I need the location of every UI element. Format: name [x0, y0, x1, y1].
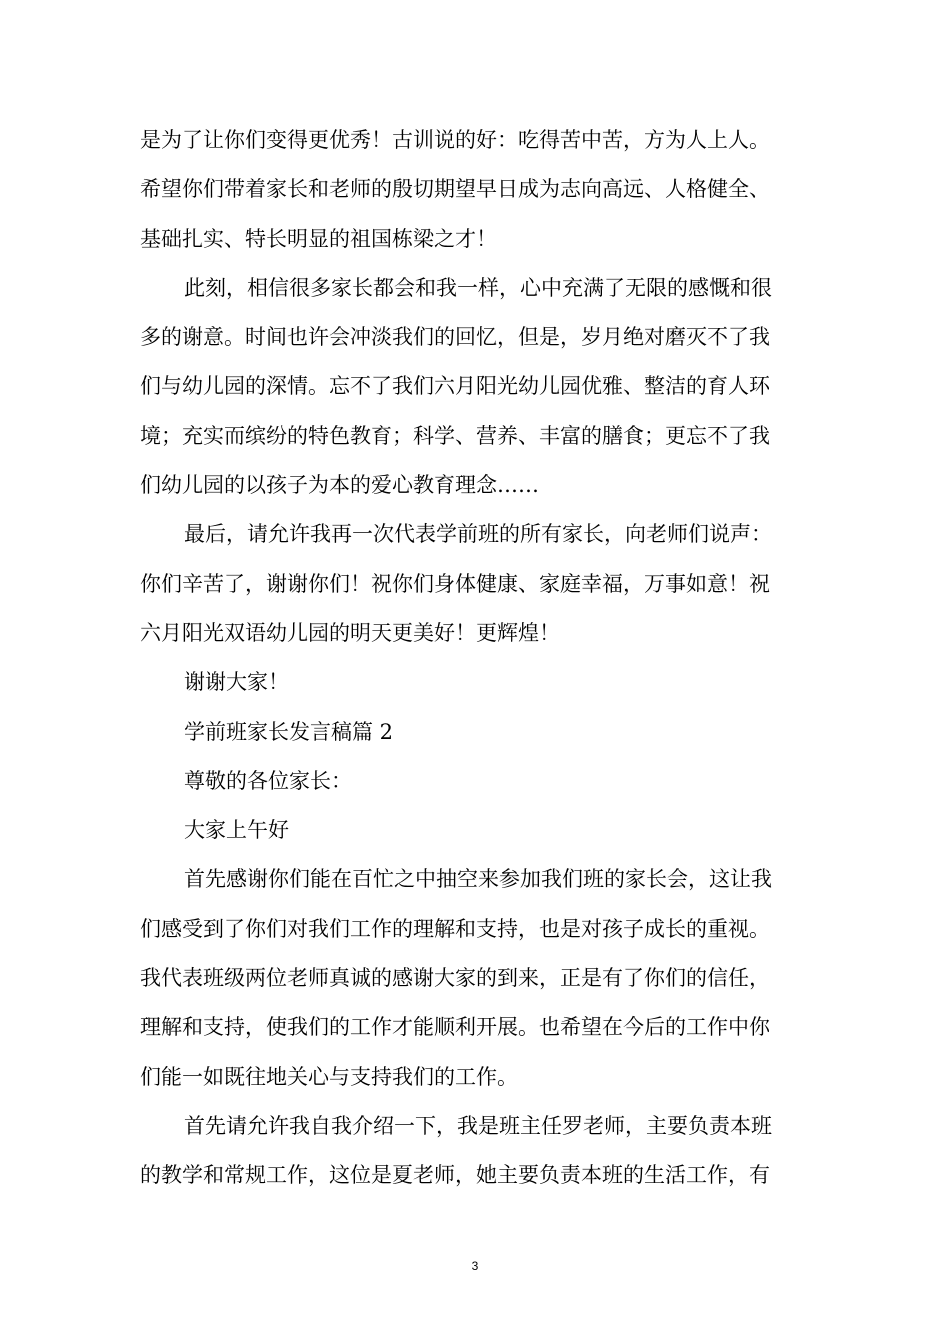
- text-line: 理解和支持，使我们的工作才能顺利开展。也希望在今后的工作中你: [140, 1015, 770, 1040]
- text-line: 是为了让你们变得更优秀！古训说的好：吃得苦中苦，方为人上人。: [140, 128, 770, 152]
- closing-line: 谢谢大家！: [184, 670, 289, 695]
- text-line: 们幼儿园的以孩子为本的爱心教育理念……: [140, 473, 539, 498]
- document-body: [140, 116, 812, 1201]
- text-line: 基础扎实、特长明显的祖国栋梁之才！: [140, 226, 497, 251]
- text-line: 六月阳光双语幼儿园的明天更美好！更辉煌！: [140, 620, 560, 645]
- greeting: 大家上午好: [184, 818, 289, 843]
- salutation: 尊敬的各位家长：: [184, 768, 352, 793]
- text-line: 最后，请允许我再一次代表学前班的所有家长，向老师们说声：: [184, 522, 772, 547]
- text-line: 希望你们带着家长和老师的殷切期望早日成为志向高远、人格健全、: [140, 177, 770, 202]
- text-line: 首先请允许我自我介绍一下，我是班主任罗老师，主要负责本班: [184, 1113, 772, 1138]
- text-line: 的教学和常规工作，这位是夏老师，她主要负责本班的生活工作，有: [140, 1163, 770, 1188]
- text-line: 们感受到了你们对我们工作的理解和支持，也是对孩子成长的重视。: [140, 916, 770, 941]
- page-number: 3: [471, 1259, 479, 1273]
- text-line: 你们辛苦了，谢谢你们！祝你们身体健康、家庭幸福，万事如意！祝: [140, 571, 770, 596]
- text-line: 境；充实而缤纷的特色教育；科学、营养、丰富的膳食；更忘不了我: [140, 423, 770, 448]
- text-line: 我代表班级两位老师真诚的感谢大家的到来，正是有了你们的信任，: [140, 966, 770, 991]
- text-line: 首先感谢你们能在百忙之中抽空来参加我们班的家长会，这让我: [184, 867, 772, 892]
- text-line: 此刻，相信很多家长都会和我一样，心中充满了无限的感慨和很: [184, 275, 772, 300]
- text-line: 多的谢意。时间也许会冲淡我们的回忆，但是，岁月绝对磨灭不了我: [140, 325, 770, 350]
- text-line: 们能一如既往地关心与支持我们的工作。: [140, 1064, 518, 1089]
- section-heading: 学前班家长发言稿篇 2: [184, 719, 394, 744]
- text-line: 们与幼儿园的深情。忘不了我们六月阳光幼儿园优雅、整洁的育人环: [140, 374, 770, 399]
